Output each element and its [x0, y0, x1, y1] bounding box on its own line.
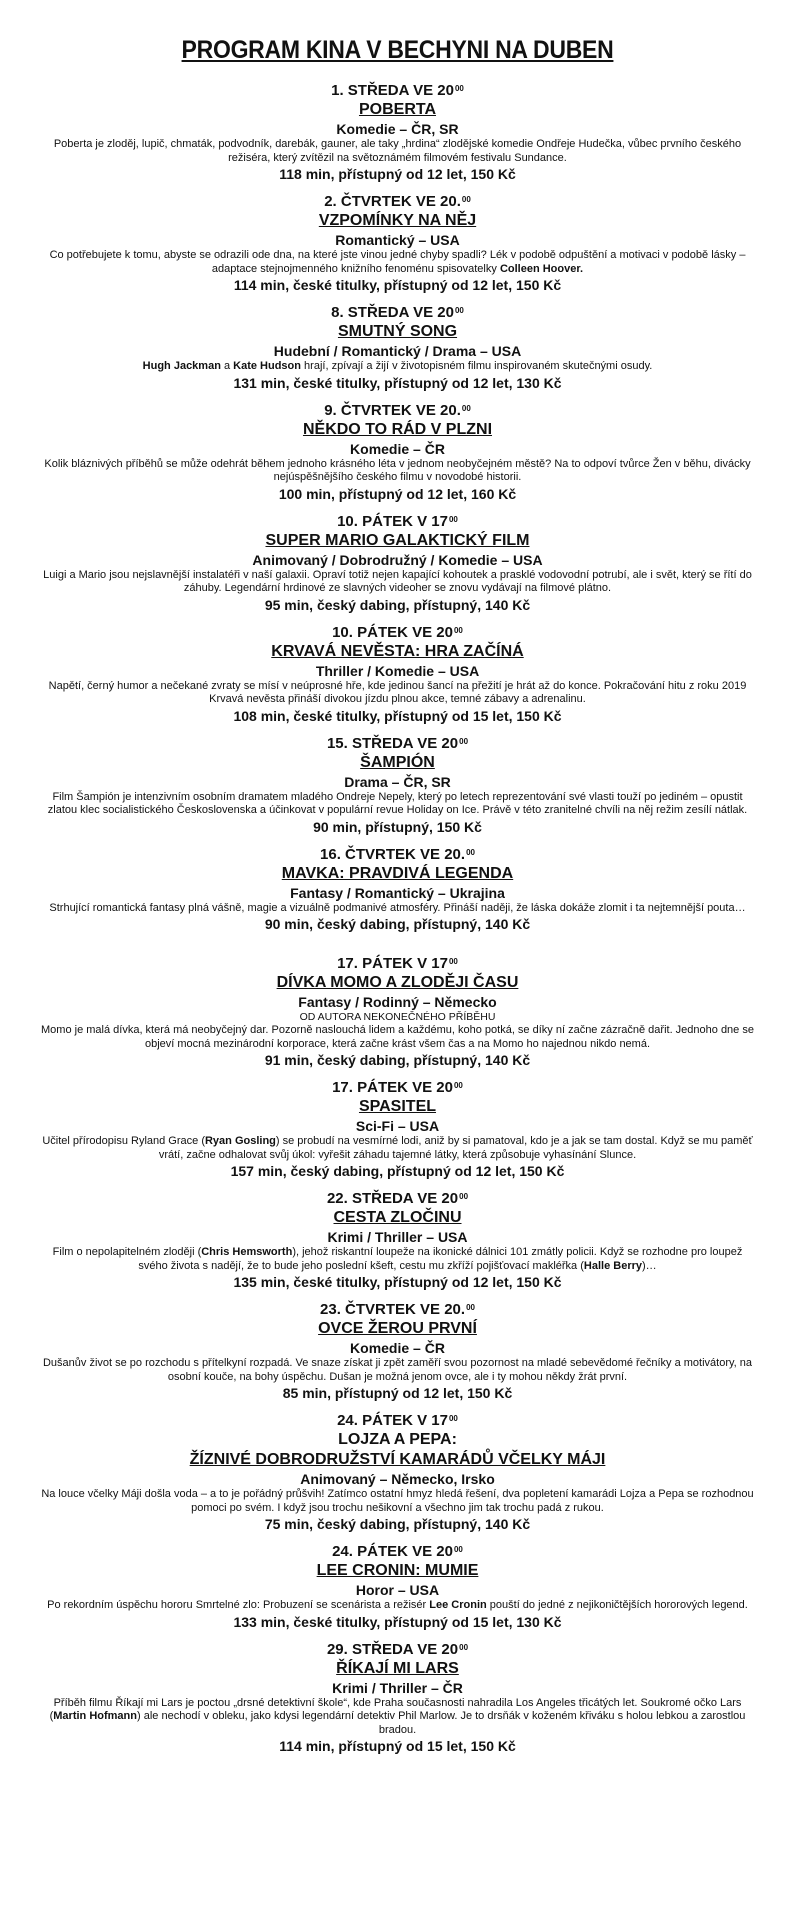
film-genre: Komedie – ČR — [350, 440, 445, 457]
film-date — [0, 1412, 795, 1430]
film-title: POBERTA — [358, 101, 437, 118]
film-description-text: Učitel přírodopisu Ryland Grace ( — [42, 1135, 205, 1147]
film-entry — [0, 1641, 795, 1756]
film-time-minutes: 00 — [454, 84, 464, 93]
film-date — [0, 1543, 795, 1561]
film-date — [0, 402, 795, 420]
film-title: VZPOMÍNKY NA NĚJ — [318, 212, 477, 229]
film-date — [0, 624, 795, 642]
film-description-text: ) ale nechodí v obleku, jako kdysi legendární detektiv Phil Marlow. Je to drsňák v koženém křiváku s holou lebkou a zarostlou bradou. — [137, 1710, 746, 1736]
film-time-minutes: 00 — [461, 195, 471, 204]
film-entry — [0, 304, 795, 392]
film-description-name: Chris Hemsworth — [201, 1246, 293, 1258]
film-date-text: 16. ČTVRTEK VE 20. — [320, 845, 466, 863]
film-title: ŠAMPIÓN — [360, 753, 435, 771]
film-entry — [0, 1190, 795, 1291]
film-info: 131 min, české titulky, přístupný od 12 let, 130 Kč — [233, 374, 562, 391]
film-info: 114 min, přístupný od 15 let, 150 Kč — [279, 1738, 516, 1754]
film-time-minutes: 00 — [461, 403, 471, 413]
film-description-text: Strhující romantická fantasy plná vášně, magie a vizuálně podmanivé atmosféry. Přináší naději, že láska dokáže zlomit i ta nejtemnější pouta… — [49, 901, 746, 914]
film-genre: Sci-Fi – USA — [355, 1118, 440, 1134]
film-time-minutes: 00 — [459, 736, 469, 746]
film-date-text: 10. PÁTEK VE 20 — [332, 623, 453, 641]
film-info: 108 min, české titulky, přístupný od 15 let, 150 Kč — [233, 707, 562, 724]
film-description-name: Martin Hofmann — [53, 1710, 137, 1722]
film-note: OD AUTORA NEKONEČNÉHO PŘÍBĚHU — [299, 1011, 496, 1023]
film-description — [0, 791, 795, 818]
film-title: SPASITEL — [358, 1098, 437, 1115]
film-description-text: pouští do jedné z nejikoničtějších hororových legend. — [486, 1599, 748, 1611]
film-title: NĚKDO TO RÁD V PLZNI — [302, 420, 493, 438]
film-date-text: 1. STŘEDA VE 20 — [331, 82, 454, 99]
film-description-name: Colleen Hoover. — [499, 262, 584, 275]
film-title: SUPER MARIO GALAKTICKÝ FILM — [265, 531, 530, 549]
film-genre: Krimi / Thriller – ČR — [332, 1679, 463, 1696]
film-description-name: Hugh Jackman — [142, 360, 221, 372]
film-description — [0, 1357, 795, 1384]
film-description-text: Na louce včelky Máji došla voda – a to je pořádný průšvih! Zatímco ostatní hmyz hledá řešení, dva popletení kamarádi Lojza a Pepa se rozhodnou pomoci po svém. I když jsou trochu nešikovní a všechno jim tak trochu padá z rukou. — [41, 1488, 754, 1514]
film-info: 118 min, přístupný od 12 let, 150 Kč — [279, 166, 516, 182]
film-entry — [0, 735, 795, 836]
film-info: 91 min, český dabing, přístupný, 140 Kč — [264, 1052, 531, 1068]
film-time-minutes: 00 — [453, 1545, 463, 1554]
film-info: 90 min, přístupný, 150 Kč — [313, 818, 482, 835]
film-date-text: 29. STŘEDA VE 20 — [326, 1640, 459, 1658]
film-date — [0, 735, 795, 753]
film-date-text: 15. STŘEDA VE 20 — [326, 734, 459, 752]
film-description-text: Kolik bláznivých příběhů se může odehrát během jednoho krásného léta v jednom neobyčejném městě? Na to odpoví tvůrce Žen v běhu, divácky nejúspěšnějšího českého filmu v novodobé historii. — [44, 457, 751, 483]
film-description-name: Ryan Gosling — [204, 1135, 276, 1147]
film-date-text: 24. PÁTEK V 17 — [337, 1412, 448, 1429]
film-entry — [0, 402, 795, 503]
film-description — [0, 1488, 795, 1515]
film-entry — [0, 513, 795, 614]
film-time-minutes: 00 — [459, 1192, 469, 1201]
film-description-text: )… — [642, 1259, 657, 1272]
film-title: KRVAVÁ NEVĚSTA: HRA ZAČÍNÁ — [271, 642, 524, 660]
film-description-text: Napětí, černý humor a nečekané zvraty se mísí v neúprosné hře, kde jedinou šancí na přežití je hrát až do konce. Pokračování hitu z roku 2019 Krvavá nevěsta přináší divokou jízdu plnou akce, temné zábavy a adrenalinu. — [48, 679, 747, 705]
film-title: ŘÍKAJÍ MI LARS — [336, 1659, 459, 1677]
film-description-text: Dušanův život se po rozchodu s přítelkyní rozpadá. Ve snaze získat ji zpět zaměří svou pozornost na mladé sebevědomé řečníky a motivátory, na osobní kouče, na bohy úspěchu. Dušan je možná jenom ovce, ale i ty mohou někdy žrát první. — [42, 1357, 753, 1383]
film-description — [0, 902, 795, 916]
film-date — [0, 955, 795, 973]
film-description-text: Co potřebujete k tomu, abyste se odrazili ode dna, na které jste vinou jedné chyby spadli? Lék v podobě odpuštění a motivaci v podobě lásky – adaptace stejnojmenného knižního fenoménu spisovatelky — [49, 249, 746, 275]
page-title: PROGRAM KINA V BECHYNI NA DUBEN — [181, 36, 614, 64]
film-description — [0, 569, 795, 596]
film-description-text: Poberta je zloděj, lupič, chmaták, podvodník, darebák, gauner, ale taky „hrdina“ zlodějské komedie Ondřeje Hudečka, vůbec prvního českého režiséra, který zvítězil na světoznámém filmovém festivalu Sundance. — [53, 138, 742, 164]
film-description-text: Momo je malá dívka, která má neobyčejný dar. Pozorně naslouchá lidem a každému, koho potká, se díky ní začne zázračně dařit. Jednoho dne se objeví mocná mezinárodní korporace, která začne krást všem čas a na Momo ho najednou nikdo nemá. — [41, 1024, 754, 1050]
film-genre: Horor – USA — [355, 1582, 440, 1598]
film-entry — [0, 193, 795, 294]
film-description — [0, 249, 795, 276]
film-date — [0, 1301, 795, 1319]
film-entry — [0, 1412, 795, 1533]
film-description — [0, 1599, 795, 1613]
film-genre: Fantasy / Romantický – Ukrajina — [290, 884, 505, 901]
program-list — [0, 82, 795, 1755]
film-title: SMUTNÝ SONG — [337, 323, 458, 340]
film-date-text: 2. ČTVRTEK VE 20. — [324, 193, 461, 210]
film-title: ŽÍZNIVÉ DOBRODRUŽSTVÍ KAMARÁDŮ VČELKY MÁJI — [189, 1451, 606, 1468]
film-info: 133 min, české titulky, přístupný od 15 let, 130 Kč — [233, 1613, 562, 1630]
film-date — [0, 193, 795, 211]
film-date-text: 8. STŘEDA VE 20 — [331, 304, 454, 321]
film-info: 157 min, český dabing, přístupný od 12 let, 150 Kč — [230, 1163, 565, 1179]
film-description-text: ) se probudí na vesmírné lodi, aniž by si pamatoval, kdo je a jak se tam dostal. Když se mu paměť vrátí, začne odhalovat svůj úkol: vyřešit záhadu tajemné látky, která způsobuje vyhasínání Slunce. — [158, 1135, 753, 1161]
film-title: CESTA ZLOČINU — [333, 1209, 462, 1226]
film-date — [0, 1079, 795, 1097]
film-entry — [0, 955, 795, 1069]
film-date-text: 17. PÁTEK VE 20 — [332, 1079, 453, 1096]
film-description-text: Luigi a Mario jsou nejslavnější instalatéři v naší galaxii. Opraví totiž nejen kapající kohoutek a prasklé vodovodní potrubí, ale i svět, který se řítí do záhuby. Legendární hrdinové ze slavných videoher se znovu vydávají na filmové plátno. — [43, 568, 752, 594]
film-genre: Drama – ČR, SR — [344, 773, 451, 790]
film-description-text: a — [220, 360, 234, 372]
film-info: 135 min, české titulky, přístupný od 12 let, 150 Kč — [233, 1274, 562, 1290]
film-description-name: Kate Hudson — [233, 360, 301, 372]
film-genre: Animovaný / Dobrodružný / Komedie – USA — [252, 551, 543, 568]
film-genre: Komedie – ČR, SR — [336, 121, 459, 137]
film-info: 90 min, český dabing, přístupný, 140 Kč — [264, 916, 531, 932]
film-genre: Fantasy / Rodinný – Německo — [298, 994, 497, 1010]
film-genre: Animovaný – Německo, Irsko — [300, 1471, 495, 1487]
film-time-minutes: 00 — [466, 1303, 475, 1312]
film-entry — [0, 1301, 795, 1402]
film-description — [0, 1135, 795, 1162]
film-info: 100 min, přístupný od 12 let, 160 Kč — [278, 485, 517, 502]
film-date — [0, 1641, 795, 1659]
film-description-text: Film o nepolapitelném zloději ( — [52, 1246, 202, 1258]
film-description — [0, 1246, 795, 1273]
film-description-text: Příběh filmu Říkají mi Lars je poctou „drsné detektivní škole“, kde Praha současnosti nahradila Los Angeles třicátých let. Soukromé očko Lars ( — [49, 1696, 742, 1722]
film-title: DÍVKA MOMO A ZLODĚJI ČASU — [276, 974, 519, 991]
film-date-text: 10. PÁTEK V 17 — [337, 512, 448, 530]
film-date-text: 24. PÁTEK VE 20 — [332, 1543, 453, 1560]
film-date — [0, 846, 795, 864]
film-description — [0, 360, 795, 374]
film-info: 95 min, český dabing, přístupný, 140 Kč — [264, 596, 531, 613]
film-time-minutes: 00 — [453, 1081, 463, 1090]
film-description — [0, 138, 795, 165]
film-date — [0, 1190, 795, 1208]
film-date-text: 9. ČTVRTEK VE 20. — [324, 401, 461, 419]
film-title: OVCE ŽEROU PRVNÍ — [318, 1320, 477, 1337]
film-title: LOJZA A PEPA: — [338, 1431, 457, 1448]
film-date-text: 22. STŘEDA VE 20 — [326, 1190, 459, 1207]
film-time-minutes: 00 — [448, 957, 458, 966]
film-info: 85 min, přístupný od 12 let, 150 Kč — [282, 1385, 513, 1401]
film-genre: Thriller / Komedie – USA — [315, 662, 480, 679]
film-time-minutes: 00 — [448, 514, 458, 524]
film-title: MAVKA: PRAVDIVÁ LEGENDA — [281, 864, 514, 882]
film-info: 75 min, český dabing, přístupný, 140 Kč — [264, 1516, 531, 1532]
film-entry — [0, 846, 795, 934]
film-description-text: hrají, zpívají a žijí v životopisném filmu inspirovaném skutečnými osudy. — [301, 360, 653, 372]
film-description — [0, 680, 795, 707]
film-description — [0, 1024, 795, 1051]
film-date-text: 17. PÁTEK V 17 — [337, 955, 448, 972]
film-description-text: Film Šampión je intenzivním osobním dramatem mladého Ondreje Nepely, který po letech reprezentování své vlasti touží po jediném – opustit zlatou klec socialistického Československa a účinkovat v populární revue Holiday on Ice. Právě v této zranitelné chvíli na něj režim zesílí nátlak. — [47, 790, 748, 816]
film-genre: Hudební / Romantický / Drama – USA — [273, 343, 522, 359]
film-entry — [0, 624, 795, 725]
film-time-minutes: 00 — [448, 1414, 458, 1423]
film-time-minutes: 00 — [454, 306, 464, 315]
film-description-text: Po rekordním úspěchu hororu Smrtelné zlo: Probuzení se scenárista a režisér — [47, 1599, 430, 1611]
film-date — [0, 513, 795, 531]
film-genre: Krimi / Thriller – USA — [327, 1229, 468, 1245]
film-description-name: Halle Berry — [583, 1259, 642, 1272]
film-time-minutes: 00 — [466, 847, 475, 857]
film-entry — [0, 1079, 795, 1180]
film-description — [0, 1697, 795, 1738]
film-date — [0, 82, 795, 100]
film-description-text: ), jehož riskantní loupeže na ikonické dálnici 101 zmátly policii. Když se rozhodne pro loupež svého života s nadějí, že to bude jeho poslední kšeft, cestu mu zkříží pojišťovací makléřka ( — [138, 1246, 743, 1272]
film-genre: Komedie – ČR — [350, 1340, 445, 1356]
film-title: LEE CRONIN: MUMIE — [316, 1562, 479, 1579]
film-entry — [0, 82, 795, 183]
film-info: 114 min, české titulky, přístupný od 12 let, 150 Kč — [233, 277, 562, 293]
film-time-minutes: 00 — [459, 1642, 469, 1652]
film-genre: Romantický – USA — [335, 232, 460, 248]
film-description — [0, 458, 795, 485]
film-time-minutes: 00 — [453, 625, 463, 635]
film-date — [0, 304, 795, 322]
film-entry — [0, 1543, 795, 1631]
film-description-name: Lee Cronin — [429, 1599, 487, 1611]
film-date-text: 23. ČTVRTEK VE 20. — [320, 1301, 466, 1318]
